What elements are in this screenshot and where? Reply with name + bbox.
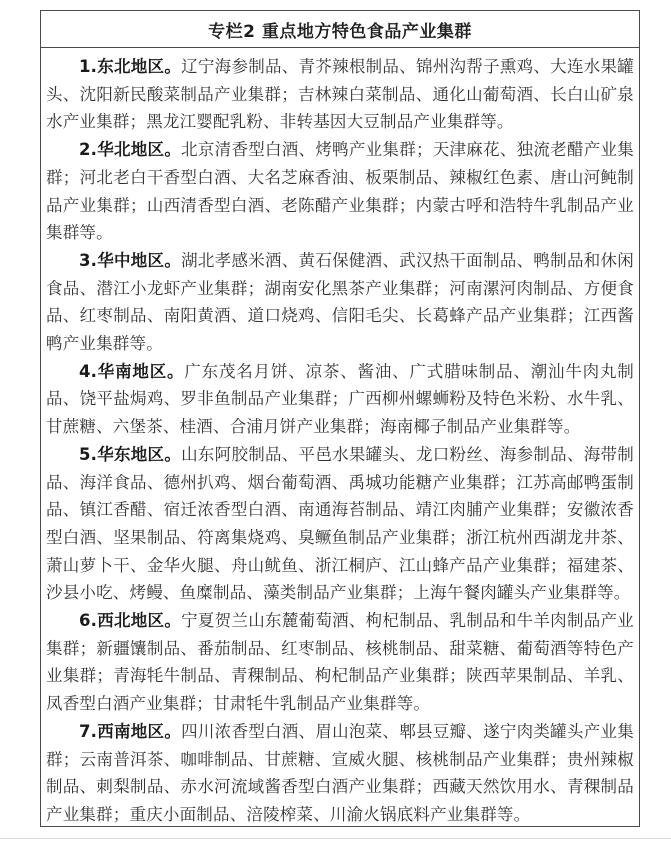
region-label: 3.华中地区。 [79,250,182,270]
region-label: 7.西南地区。 [79,721,182,741]
region-paragraph-southwest [46,718,634,829]
region-text: 北京清香型白酒、烤鸭产业集群；天津麻花、独流老醋产业集群；河北老白干香型白酒、大名芝麻香油、板栗制品、辣椒红色素、唐山河鲀制品产业集群；山西清香型白酒、老陈醋产业集群；内蒙古呼和浩特牛乳制品产业集群等。 [46,140,634,243]
region-label: 5.华东地区。 [79,444,182,464]
region-label: 2.华北地区。 [79,140,182,160]
region-paragraph-south [46,358,634,441]
box-body [41,48,639,829]
region-text: 广东茂名月饼、凉茶、酱油、广式腊味制品、潮汕牛肉丸制品、饶平盐焗鸡、罗非鱼制品产业集群；广西柳州螺蛳粉及特色米粉、水牛乳、甘蔗糖、六堡茶、桂酒、合浦月饼产业集群；海南椰子制品产业集群等。 [46,361,634,437]
region-paragraph-central [46,247,634,358]
region-label: 1.东北地区。 [79,57,182,76]
region-text: 四川浓香型白酒、眉山泡菜、郫县豆瓣、遂宁肉类罐头产业集群；云南普洱茶、咖啡制品、甘蔗糖、宣威火腿、核桃制品产业集群；贵州辣椒制品、刺梨制品、赤水河流域酱香型白酒产业集群；西藏天然饮用水、青稞制品产业集群；重庆小面制品、涪陵榨菜、川渝火锅底料产业集群等。 [46,721,634,824]
region-paragraph-north [46,136,634,247]
region-label: 6.西北地区。 [79,611,182,631]
region-text: 山东阿胶制品、平邑水果罐头、龙口粉丝、海参制品、海带制品、海洋食品、德州扒鸡、烟台葡萄酒、禹城功能糖产业集群；江苏高邮鸭蛋制品、镇江香醋、宿迁浓香型白酒、南通海苔制品、靖江肉脯产业集群；安徽浓香型白酒、坚果制品、符离集烧鸡、臭鳜鱼制品产业集群；浙江杭州西湖龙井茶、萧山萝卜干、金华火腿、舟山鱿鱼、浙江桐庐、江山蜂产品产业集群；福建茶、沙县小吃、烤鳗、鱼糜制品、藻类制品产业集群；上海午餐肉罐头产业集群等。 [46,444,634,603]
region-paragraph-east [46,441,634,607]
box-title: 专栏2 重点地方特色食品产业集群 [41,11,639,48]
region-text: 湖北孝感米酒、黄石保健酒、武汉热干面制品、鸭制品和休闲食品、潜江小龙虾产业集群；湖南安化黑茶产业集群；河南漯河肉制品、方便食品、红枣制品、南阳黄酒、道口烧鸡、信阳毛尖、长葛蜂产品产业集群；江西酱鸭产业集群等。 [46,250,634,354]
region-text: 宁夏贺兰山东麓葡萄酒、枸杞制品、乳制品和牛羊肉制品产业集群；新疆馕制品、番茄制品、红枣制品、核桃制品、甜菜糖、葡萄酒等特色产业集群；青海牦牛制品、青稞制品、枸杞制品产业集群；陕西苹果制品、羊乳、凤香型白酒产业集群；甘肃牦牛乳制品产业集群等。 [46,611,634,714]
region-paragraph-northeast [46,53,634,136]
feature-box [40,10,640,827]
region-label: 4.华南地区。 [79,361,185,381]
page-divider [0,838,671,839]
region-paragraph-northwest [46,607,634,718]
region-text: 辽宁海参制品、青芥辣根制品、锦州沟帮子熏鸡、大连水果罐头、沈阳新民酸菜制品产业集群；吉林辣白菜制品、通化山葡萄酒、长白山矿泉水产业集群；黑龙江婴配乳粉、非转基因大豆制品产业集群等。 [46,57,634,132]
